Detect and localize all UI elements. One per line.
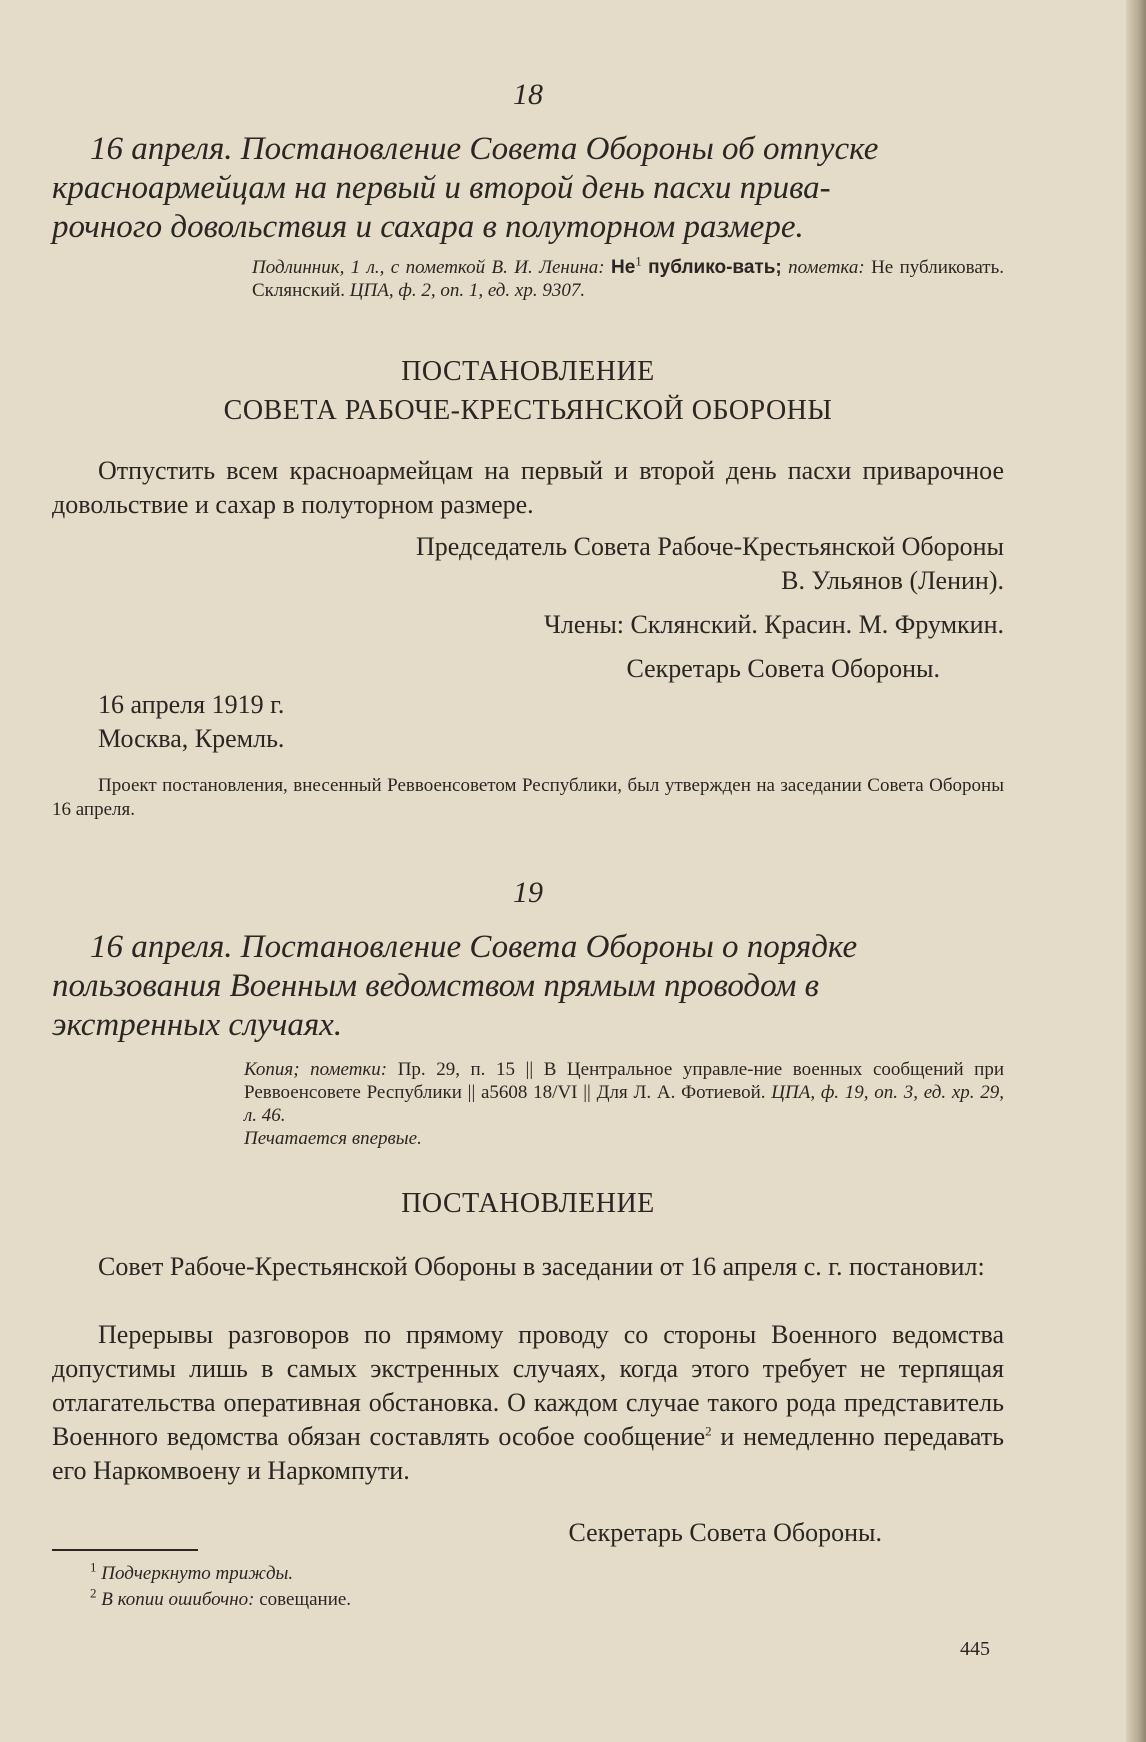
document-place: Москва, Кремль. [98, 724, 285, 753]
underlined-word: Не [610, 257, 636, 278]
document-page [52, 0, 1004, 1742]
document-number: 18 [513, 78, 543, 111]
footnote-divider [52, 1549, 198, 1551]
footnote: $^2$ В копии ошибочно: совещание. [90, 1585, 352, 1610]
resolution-preamble: Совет Рабоче-Крестьянской Обороны в заседании от 16 апреля с. г. постановил: [98, 1252, 985, 1281]
archival-source-note: Копия; пометки: Пр. 29, п. 15 || В Центральное управле-ние военных сообщений при Реввоенсовете Республики || а5608 18/VI || Для Л. А. Фотиевой. ЦПА, ф. 19, оп. 3, ед. хр. 29, л. 46. Печатается впервые. [244, 1059, 1005, 1149]
secretary-signature: Секретарь Совета Обороны. [568, 1518, 882, 1547]
secretary-signature: Секретарь Совета Обороны. [626, 654, 940, 683]
document-number: 19 [513, 876, 543, 909]
resolution-title: ПОСТАНОВЛЕНИЕ [401, 1188, 655, 1219]
chairman-line: Председатель Совета Рабоче-Крестьянской Обороны [416, 532, 1004, 561]
editorial-note: Проект постановления, внесенный Реввоенсоветом Республики, был утвержден на заседании Совета Обороны 16 апреля. [52, 775, 1004, 820]
resolution-title: ПОСТАНОВЛЕНИЕ [401, 356, 655, 387]
footnote: $^1$ Подчеркнуто трижды. [90, 1559, 294, 1584]
page-number: 445 [960, 1638, 990, 1660]
document-heading: 16 апреля. Постановление Совета Обороны об отпуске красноармейцам на первый и второй день пасхи прива- рочного довольствия и сахара в полуторном размере. [52, 131, 879, 245]
footnote-ref: 2 [705, 1423, 712, 1439]
page-edge-shadow [1126, 0, 1146, 1742]
document-date: 16 апреля 1919 г. [98, 690, 285, 719]
chairman-signature: В. Ульянов (Ленин). [781, 566, 1004, 595]
resolution-text: Отпустить всем красноармейцам на первый и второй день пасхи приварочное довольствие и сахар в полуторном размере. [52, 456, 1004, 519]
resolution-subtitle: СОВЕТА РАБОЧЕ-КРЕСТЬЯНСКОЙ ОБОРОНЫ [223, 395, 833, 426]
resolution-text: Перерывы разговоров по прямому проводу со стороны Военного ведомства допустимы лишь в самых экстренных случаях, когда этого требует не терпящая отлагательства оперативная обстановка. О каждом случае такого рода представитель Военного ведомства обязан составлять особое сообщение$^2$ и немедленно передавать его Наркомвоену и Наркомпути. [52, 1320, 1005, 1485]
archival-source-note: Подлинник, 1 л., с пометкой В. И. Ленина: $Не^1$ публико-вать; пометка: Не публиковать. Склянский. ЦПА, ф. 2, оп. 1, ед. хр. 9307. [252, 253, 1005, 301]
members-signatures: Члены: Склянский. Красин. М. Фрумкин. [544, 610, 1004, 639]
footnote-ref: 1 [635, 253, 642, 269]
document-heading: 16 апреля. Постановление Совета Обороны о порядке пользования Военным ведомством прямым проводом в экстренных случаях. [52, 929, 858, 1043]
